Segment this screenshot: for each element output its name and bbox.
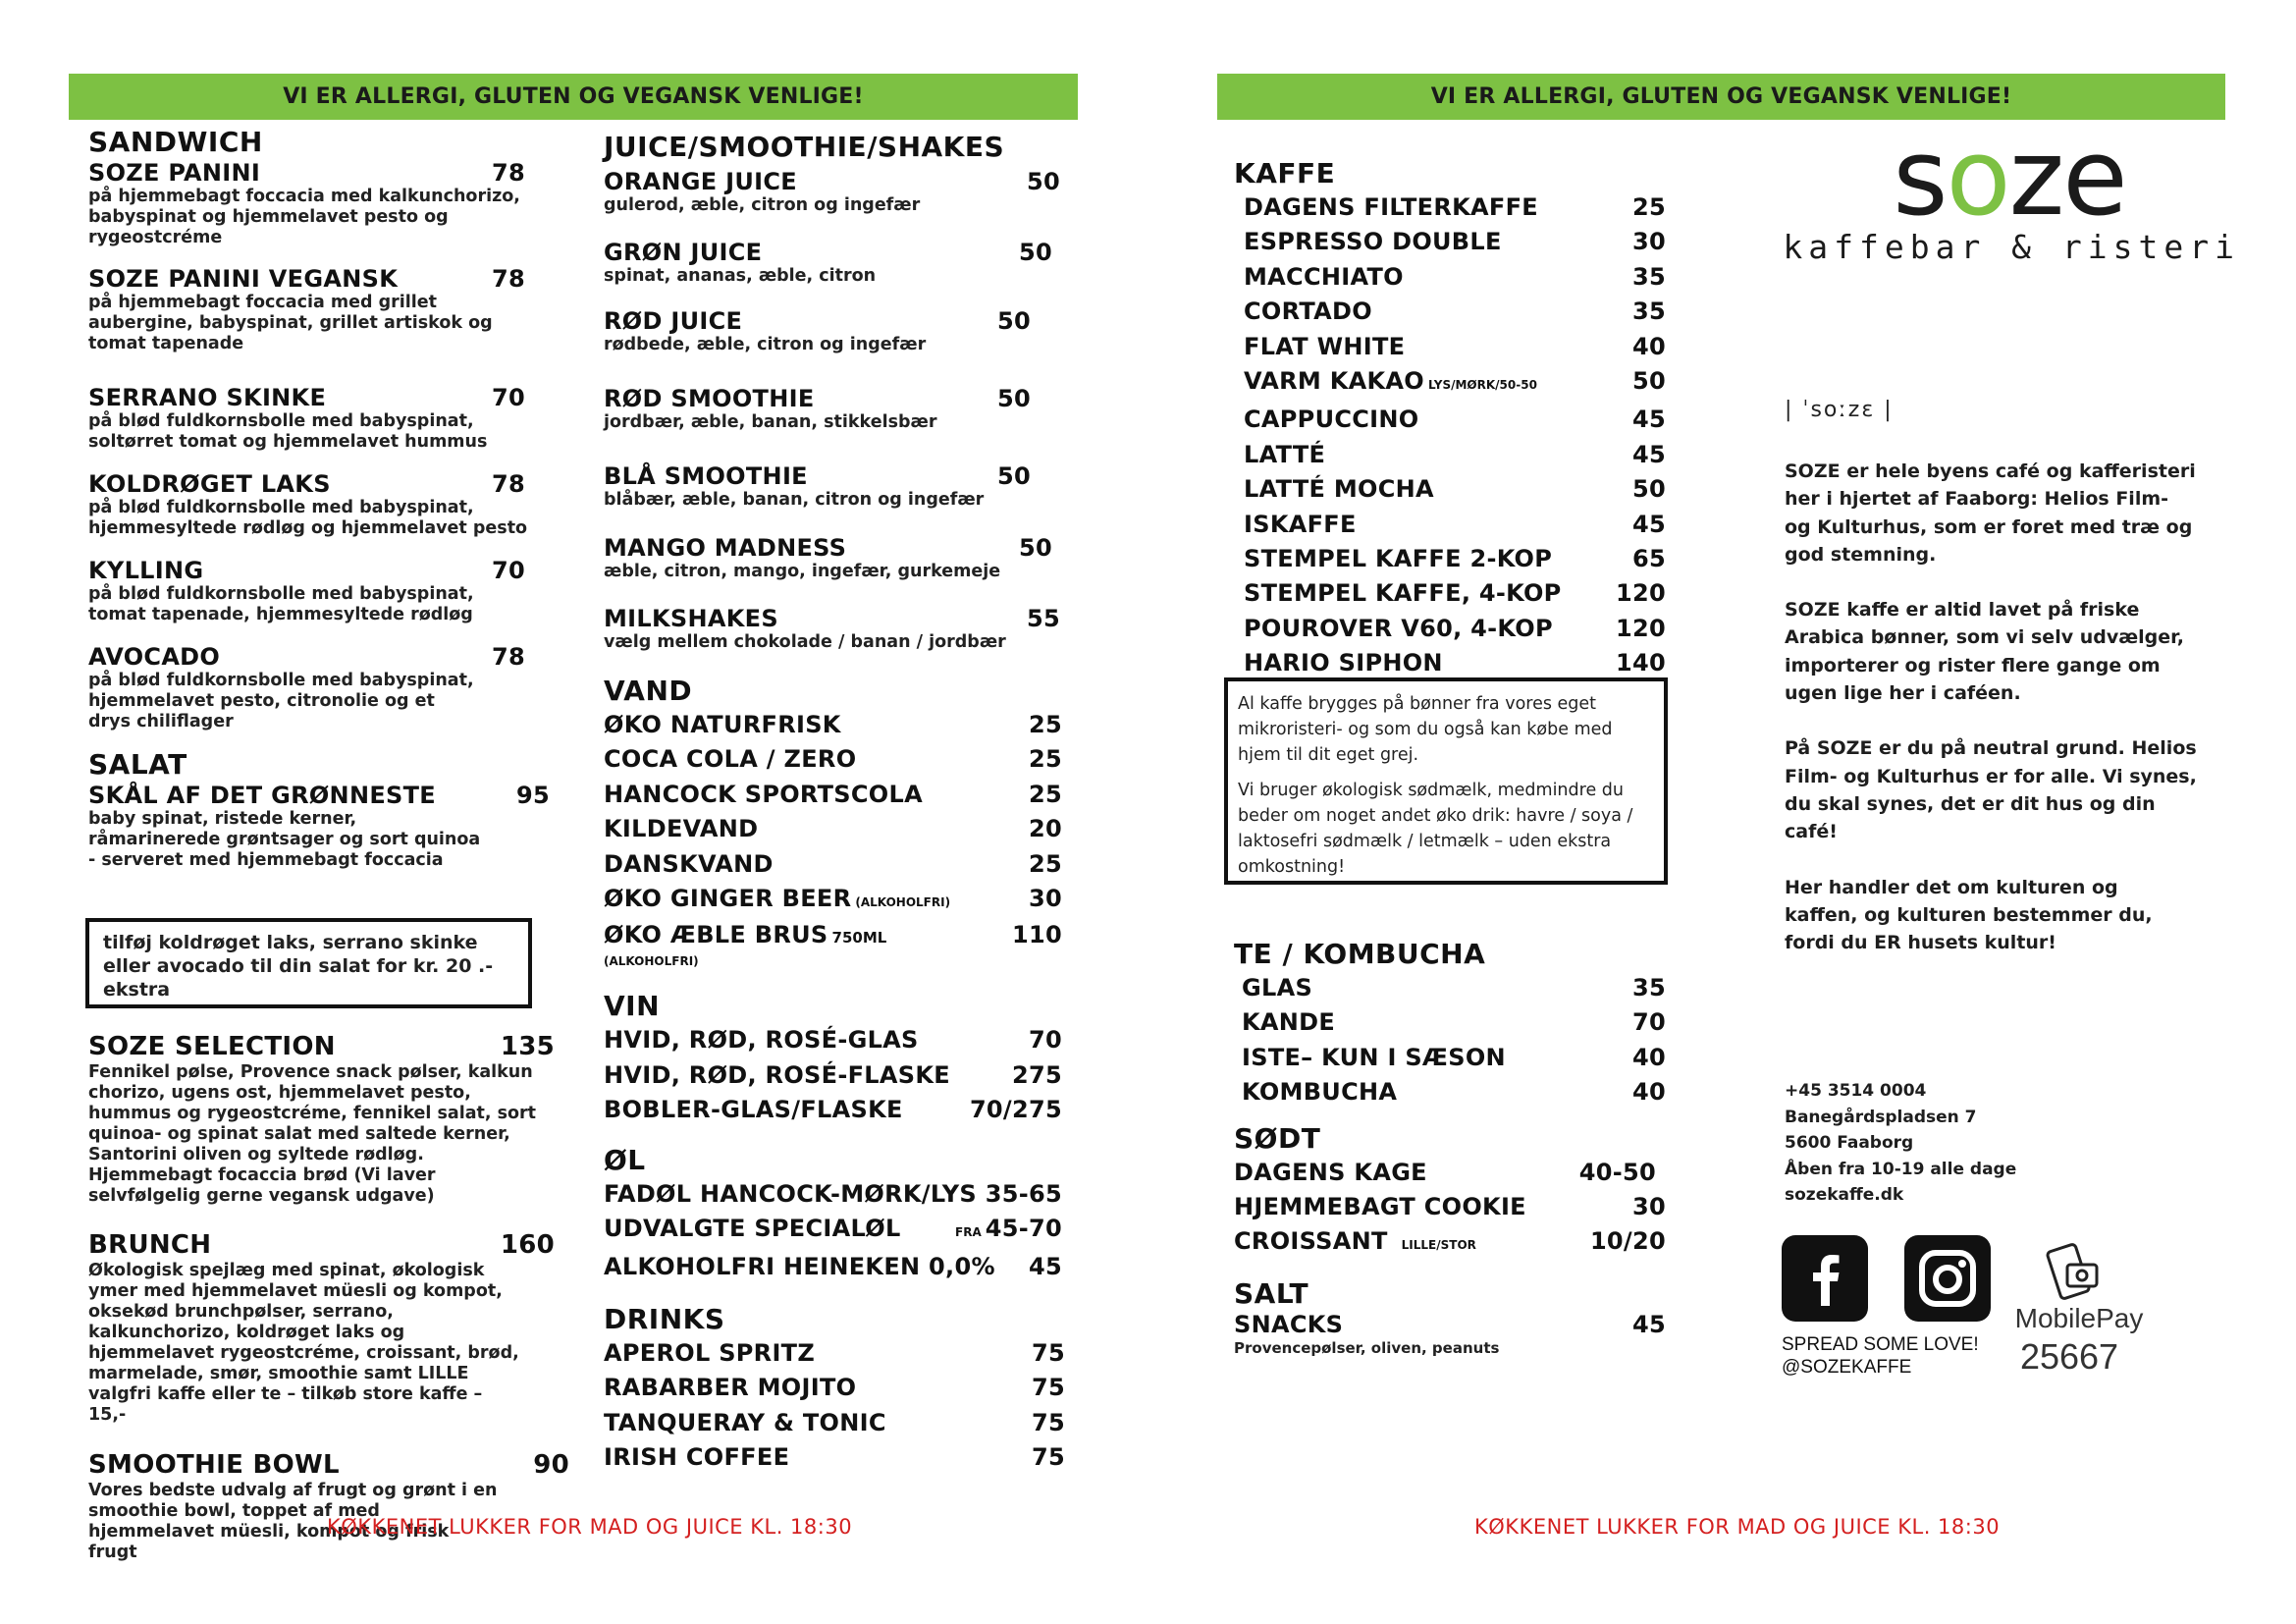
item-price: 20: [1029, 815, 1062, 843]
item-price: 110: [1012, 921, 1062, 949]
item-name: LATTÉ MOCHA: [1244, 475, 1434, 504]
item-price: 50: [997, 462, 1031, 490]
sandwich-heading: SANDWICH: [88, 126, 263, 158]
item-description: Provencepølser, oliven, peanuts: [1234, 1338, 1500, 1357]
coffee-info-box: [1224, 677, 1668, 885]
menu-row: [604, 1212, 1070, 1250]
item-name: IRISH COFFEE: [604, 1443, 790, 1472]
item-price: 50: [1019, 534, 1052, 562]
menu-row: [604, 882, 1070, 920]
menu-item: [88, 1031, 555, 1207]
brand-logo: [1779, 117, 2240, 266]
kitchen-closing-note-left: KØKKENET LUKKER FOR MAD OG JUICE KL. 18:30: [327, 1515, 853, 1539]
menu-row: [1242, 1075, 1666, 1110]
about-paragraph: SOZE er hele byens café og kafferisteri her i hjertet af Faaborg: Helios Film- og Kulturhus, som er foret med træ og god stemning.: [1785, 460, 2196, 566]
menu-row: [604, 1406, 1070, 1440]
menu-row: [1244, 260, 1666, 295]
menu-item: [604, 605, 1070, 653]
menu-item: [88, 643, 550, 732]
menu-item: [88, 1449, 569, 1563]
menu-row: [604, 920, 1070, 952]
item-name: STEMPEL KAFFE 2-KOP: [1244, 545, 1553, 573]
menu-row: [1244, 472, 1666, 507]
item-name: SERRANO SKINKE: [88, 384, 327, 411]
item-price: 75: [1032, 1443, 1065, 1472]
food-column: [88, 126, 550, 871]
menu-item: [88, 159, 550, 248]
logo-wordmark: [1779, 117, 2240, 240]
logo-letter-s: s: [1893, 117, 1947, 240]
item-price: 75: [1032, 1338, 1065, 1367]
salat-addon-text: tilføj koldrøget laks, serrano skinke eller avocado til din salat for kr. 20 .- ekstra: [103, 932, 494, 1001]
item-name: SNACKS: [1234, 1310, 1344, 1338]
item-price: 50: [997, 385, 1031, 412]
item-price: 40: [1632, 1078, 1666, 1107]
item-note: LYS/MØRK/50-50: [1427, 378, 1537, 393]
menu-row: [604, 1250, 1070, 1284]
tea-sweet-column: [1234, 938, 1666, 1359]
item-name: SOZE PANINI: [88, 159, 261, 187]
item-description: gulerod, æble, citron og ingefær: [604, 195, 921, 215]
item-name: CORTADO: [1244, 298, 1372, 326]
item-price: 45: [1632, 1310, 1666, 1338]
item-price: 35: [1632, 298, 1666, 326]
menu-row: [604, 742, 1070, 777]
menu-row: [1234, 1156, 1666, 1190]
item-name: APEROL SPRITZ: [604, 1338, 816, 1367]
menu-item: [88, 384, 550, 453]
item-description: på blød fuldkornsbolle med babyspinat, tomat tapenade, hjemmesyltede rødløg: [88, 584, 474, 624]
ol-heading: ØL: [604, 1143, 646, 1176]
item-price: 70: [1029, 1026, 1062, 1055]
item-name: KOMBUCHA: [1242, 1078, 1398, 1107]
item-price: 25: [1029, 849, 1062, 878]
coffee-info-text-2: Vi bruger økologisk sødmælk, medmindre du beder om noget andet øko drik: havre / soya / laktosefri sødmælk / letmælk – uden ekstra omkostning!: [1238, 781, 1633, 877]
mobilepay-block: [2001, 1302, 2158, 1379]
item-name: DANSKVAND: [604, 849, 774, 878]
item-price: 45-70: [985, 1215, 1062, 1243]
item-name: RØD JUICE: [604, 307, 743, 335]
item-name: GLAS: [1242, 974, 1313, 1001]
vand-heading: VAND: [604, 675, 693, 707]
phone: +45 3514 0004: [1785, 1081, 1927, 1101]
menu-row: [604, 778, 1070, 812]
menu-row: [604, 1093, 1070, 1127]
item-price: 30: [1632, 228, 1666, 256]
item-price: 45: [1632, 510, 1666, 538]
item-price: 50: [1019, 239, 1052, 266]
coffee-column: [1234, 157, 1666, 681]
item-price: 35: [1632, 974, 1666, 1001]
contact-block: [1785, 1078, 2177, 1209]
menu-row: [1244, 364, 1666, 403]
item-price: 70: [492, 384, 525, 411]
item-name: HANCOCK SPORTSCOLA: [604, 780, 923, 808]
item-name: ISKAFFE: [1244, 510, 1357, 538]
menu-row: [604, 1177, 1070, 1212]
item-name: ØKO ÆBLE BRUS: [604, 921, 828, 949]
item-price: 10/20: [1589, 1227, 1666, 1256]
item-name: VARM KAKAO: [1244, 367, 1424, 396]
item-name: KILDEVAND: [604, 815, 759, 843]
menu-row: [1244, 225, 1666, 259]
item-description: på blød fuldkornsbolle med babyspinat, soltørret tomat og hjemmelavet hummus: [88, 411, 488, 452]
item-price: 95: [516, 782, 550, 809]
item-name: LATTÉ: [1244, 440, 1326, 468]
menu-row: [1242, 1041, 1666, 1075]
menu-item: [88, 470, 550, 539]
menu-row: [1234, 1224, 1666, 1263]
item-price: 25: [1632, 193, 1666, 221]
item-price: 78: [492, 159, 525, 187]
item-price: 30: [1029, 885, 1062, 913]
menu-row: [1242, 971, 1666, 1005]
menu-row: [604, 708, 1070, 742]
item-description: spinat, ananas, æble, citron: [604, 266, 877, 286]
item-name: SOZE PANINI VEGANSK: [88, 265, 399, 293]
item-price: 25: [1029, 780, 1062, 808]
facebook-icon[interactable]: [1782, 1235, 1868, 1322]
menu-item: [604, 307, 1070, 355]
mobilepay-number: 25667: [2019, 1336, 2119, 1377]
item-description: på blød fuldkornsbolle med babyspinat, hjemmesyltede rødløg og hjemmelavet pesto: [88, 498, 528, 538]
item-price: 50: [997, 307, 1031, 335]
item-description: på blød fuldkornsbolle med babyspinat, hjemmelavet pesto, citronolie og et drys chiliflager: [88, 671, 474, 731]
item-name: KOLDRØGET LAKS: [88, 470, 331, 498]
item-price: 120: [1616, 579, 1666, 608]
logo-letter-o: o: [1946, 117, 2009, 240]
item-description: Vores bedste udvalg af frugt og grønt i en smoothie bowl, toppet af med hjemmelavet müesli, kompot og frisk frugt: [88, 1481, 498, 1562]
item-name: HARIO SIPHON: [1244, 649, 1443, 677]
menu-row: [1234, 1311, 1666, 1338]
item-price: 55: [1027, 605, 1060, 632]
about-paragraph: På SOZE er du på neutral grund. Helios Film- og Kulturhus er for alle. Vi synes, du skal synes, det er dit hus og din café!: [1785, 737, 2197, 843]
menu-row: [604, 1058, 1070, 1093]
item-price: 40-50: [1578, 1158, 1656, 1186]
item-price: 70/275: [969, 1096, 1062, 1124]
item-price: 75: [1032, 1408, 1065, 1436]
item-price: 50: [1027, 168, 1060, 195]
item-price: 90: [533, 1450, 569, 1480]
item-description: på hjemmebagt foccacia med grillet aubergine, babyspinat, grillet artiskok og tomat tapenade: [88, 293, 493, 353]
logo-letters-ze: ze: [2008, 117, 2126, 240]
menu-row: [1242, 1005, 1666, 1040]
spread-love-text: SPREAD SOME LOVE!: [1782, 1334, 1979, 1355]
item-name: AVOCADO: [88, 643, 221, 671]
item-name: COCA COLA / ZERO: [604, 745, 857, 774]
item-name: ØKO NATURFRISK: [604, 711, 841, 738]
item-name: BLÅ SMOOTHIE: [604, 462, 808, 490]
menu-item: [88, 1229, 555, 1426]
instagram-icon[interactable]: [1904, 1235, 1991, 1322]
drinks-column: [604, 131, 1070, 1476]
item-name: DAGENS KAGE: [1234, 1158, 1427, 1186]
item-name: ESPRESSO DOUBLE: [1244, 228, 1502, 256]
item-name: RØD SMOOTHIE: [604, 385, 815, 412]
item-name: MANGO MADNESS: [604, 534, 847, 562]
kitchen-closing-note-right: KØKKENET LUKKER FOR MAD OG JUICE KL. 18:30: [1474, 1515, 2001, 1539]
item-note: (ALKOHOLFRI): [855, 895, 951, 910]
menu-item: [604, 239, 1070, 287]
menu-row: [604, 1371, 1070, 1405]
item-description: æble, citron, mango, ingefær, gurkemeje: [604, 562, 1001, 581]
item-name: SMOOTHIE BOWL: [88, 1450, 340, 1480]
item-price: 75: [1032, 1374, 1065, 1402]
phonetic: | ˈsoːzɛ |: [1785, 398, 1894, 422]
item-note: 750ML: [831, 929, 887, 947]
te-heading: TE / KOMBUCHA: [1234, 938, 1486, 970]
item-name: FLAT WHITE: [1244, 332, 1406, 360]
item-price: 160: [500, 1230, 555, 1260]
food-column-lower: [88, 1031, 569, 1563]
social-caption: [1782, 1333, 2007, 1379]
menu-row: [604, 1336, 1070, 1371]
juice-heading: JUICE/SMOOTHIE/SHAKES: [604, 131, 1005, 163]
instagram-handle[interactable]: @SOZEKAFFE: [1782, 1357, 1912, 1378]
item-price: 25: [1029, 711, 1062, 738]
item-description: Økologisk spejlæg med spinat, økologisk ymer med hjemmelavet müesli og kompot, oksekød brunchpølser, serrano, kalkunchorizo, koldrøget laks og hjemmelavet rygeostcréme, croissant, brød, marmelade, smør, smoothie samt LILLE valgfri kaffe eller te – tilkøb store kaffe – 15,-: [88, 1261, 519, 1425]
item-name: CROISSANT: [1234, 1227, 1388, 1256]
menu-row: [604, 812, 1070, 846]
item-name: KANDE: [1242, 1008, 1336, 1037]
item-price: 35: [1632, 262, 1666, 291]
item-description: på hjemmebagt foccacia med kalkunchorizo, babyspinat og hjemmelavet pesto og rygeostcréme: [88, 187, 520, 247]
logo-tagline: kaffebar & risteri: [1783, 228, 2240, 266]
menu-row: [604, 1440, 1070, 1475]
menu-row: [1244, 612, 1666, 646]
item-description: rødbede, æble, citron og ingefær: [604, 335, 927, 354]
city: 5600 Faaborg: [1785, 1133, 1914, 1153]
item-description: Fennikel pølse, Provence snack pølser, kalkun chorizo, ugens ost, hjemmelavet pesto, hummus og rygeostcréme, fennikel salat, sort quinoa- og spinat salat med saltede kerner, Santorini oliven og syltede rødløg. Hjemmebagt focaccia brød (Vi laver selvfølgelig gerne vegansk udgave): [88, 1062, 537, 1206]
opening-hours: Åben fra 10-19 alle dage: [1785, 1159, 2017, 1179]
item-name: RABARBER MOJITO: [604, 1374, 857, 1402]
menu-row: [1244, 190, 1666, 225]
coffee-info-text-1: Al kaffe brygges på bønner fra vores eget mikroristeri- og som du også kan købe med hjem til dit eget grej.: [1238, 694, 1613, 765]
item-name: ISTE– KUN I SÆSON: [1242, 1043, 1506, 1071]
mobilepay-icon[interactable]: [2044, 1243, 2103, 1304]
drinks-heading: DRINKS: [604, 1302, 725, 1335]
salat-addon-box: [85, 918, 532, 1008]
item-price: 70: [1632, 1008, 1666, 1037]
menu-row: [1244, 403, 1666, 437]
item-name: HVID, RØD, ROSÉ-FLASKE: [604, 1060, 950, 1089]
menu-row: [1244, 508, 1666, 542]
salt-heading: SALT: [1234, 1276, 1309, 1310]
menu-row: [604, 1023, 1070, 1057]
menu-item: [604, 534, 1070, 582]
item-name: GRØN JUICE: [604, 239, 763, 266]
menu-item: [604, 168, 1070, 216]
about-column: [1785, 398, 2197, 956]
item-name: DAGENS FILTERKAFFE: [1244, 193, 1538, 221]
item-name: BRUNCH: [88, 1230, 212, 1260]
item-price: 135: [500, 1032, 555, 1061]
item-note: LILLE/STOR: [1401, 1238, 1476, 1253]
mobilepay-label: MobilePay: [2014, 1303, 2144, 1333]
sodt-heading: SØDT: [1234, 1121, 1321, 1155]
item-price: 140: [1616, 649, 1666, 677]
item-price: 78: [492, 470, 525, 498]
menu-row: [1244, 576, 1666, 611]
item-name: ØKO GINGER BEER: [604, 885, 852, 913]
about-paragraph: SOZE kaffe er altid lavet på friske Arabica bønner, som vi selv udvælger, importerer og rister flere gange om ugen lige her i caféen.: [1785, 599, 2184, 705]
menu-row: [1244, 438, 1666, 472]
menu-item: [88, 557, 550, 625]
item-name: POUROVER V60, 4-KOP: [1244, 614, 1553, 642]
menu-row: [1234, 1190, 1666, 1224]
item-name: MACCHIATO: [1244, 262, 1404, 291]
about-paragraph: Her handler det om kulturen og kaffen, og kulturen bestemmer du, fordi du ER husets kultur!: [1785, 876, 2153, 954]
item-price: 78: [492, 643, 525, 671]
price-prefix: FRA: [955, 1225, 982, 1240]
salat-heading: SALAT: [88, 748, 187, 781]
item-name: HJEMMEBAGT COOKIE: [1234, 1193, 1526, 1221]
item-price: 30: [1632, 1193, 1666, 1221]
item-price: 65: [1632, 545, 1666, 573]
item-name: TANQUERAY & TONIC: [604, 1408, 886, 1436]
item-price: 45: [1632, 440, 1666, 468]
menu-row: [1244, 330, 1666, 364]
street: Banegårdspladsen 7: [1785, 1107, 1977, 1127]
menu-item: [88, 265, 550, 354]
item-name: ALKOHOLFRI HEINEKEN 0,0%: [604, 1253, 995, 1281]
item-name: ORANGE JUICE: [604, 168, 797, 195]
menu-row: [1244, 295, 1666, 329]
item-price: 35-65: [985, 1179, 1062, 1208]
kaffe-heading: KAFFE: [1234, 157, 1336, 189]
menu-row: [604, 847, 1070, 882]
menu-item: [604, 385, 1070, 433]
item-description: jordbær, æble, banan, stikkelsbær: [604, 412, 937, 432]
item-price: 40: [1632, 332, 1666, 360]
menu-item: [88, 782, 550, 871]
item-price: 45: [1632, 406, 1666, 434]
item-price: 120: [1616, 614, 1666, 642]
item-price: 25: [1029, 745, 1062, 774]
item-name: UDVALGTE SPECIALØL: [604, 1215, 901, 1243]
item-name: FADØL HANCOCK-MØRK/LYS: [604, 1179, 977, 1208]
menu-row: [1244, 646, 1666, 680]
item-price: 275: [1012, 1060, 1062, 1089]
item-note: (ALKOHOLFRI): [604, 954, 699, 969]
vin-heading: VIN: [604, 990, 661, 1023]
item-price: 50: [1632, 367, 1666, 396]
item-name: KYLLING: [88, 557, 204, 584]
menu-item: [604, 462, 1070, 511]
allergy-banner-right: VI ER ALLERGI, GLUTEN OG VEGANSK VENLIGE!: [1217, 74, 2225, 120]
item-name: SOZE SELECTION: [88, 1032, 336, 1061]
website-link[interactable]: sozekaffe.dk: [1785, 1185, 1904, 1205]
item-price: 78: [492, 265, 525, 293]
item-price: 70: [492, 557, 525, 584]
item-price: 40: [1632, 1043, 1666, 1071]
item-description: vælg mellem chokolade / banan / jordbær: [604, 632, 1006, 652]
item-name: SKÅL AF DET GRØNNESTE: [88, 782, 436, 809]
item-name: CAPPUCCINO: [1244, 406, 1419, 434]
item-name: MILKSHAKES: [604, 605, 778, 632]
item-name: HVID, RØD, ROSÉ-GLAS: [604, 1026, 919, 1055]
item-description: blåbær, æble, banan, citron og ingefær: [604, 490, 985, 510]
menu-row: [1244, 542, 1666, 576]
item-price: 45: [1029, 1253, 1062, 1281]
item-name: STEMPEL KAFFE, 4-KOP: [1244, 579, 1562, 608]
item-price: 50: [1632, 475, 1666, 504]
allergy-banner-left: VI ER ALLERGI, GLUTEN OG VEGANSK VENLIGE!: [69, 74, 1078, 120]
item-name: BOBLER-GLAS/FLASKE: [604, 1096, 903, 1124]
item-description: baby spinat, ristede kerner, råmarinerede grøntsager og sort quinoa - serveret med hjemmebagt foccacia: [88, 809, 481, 870]
